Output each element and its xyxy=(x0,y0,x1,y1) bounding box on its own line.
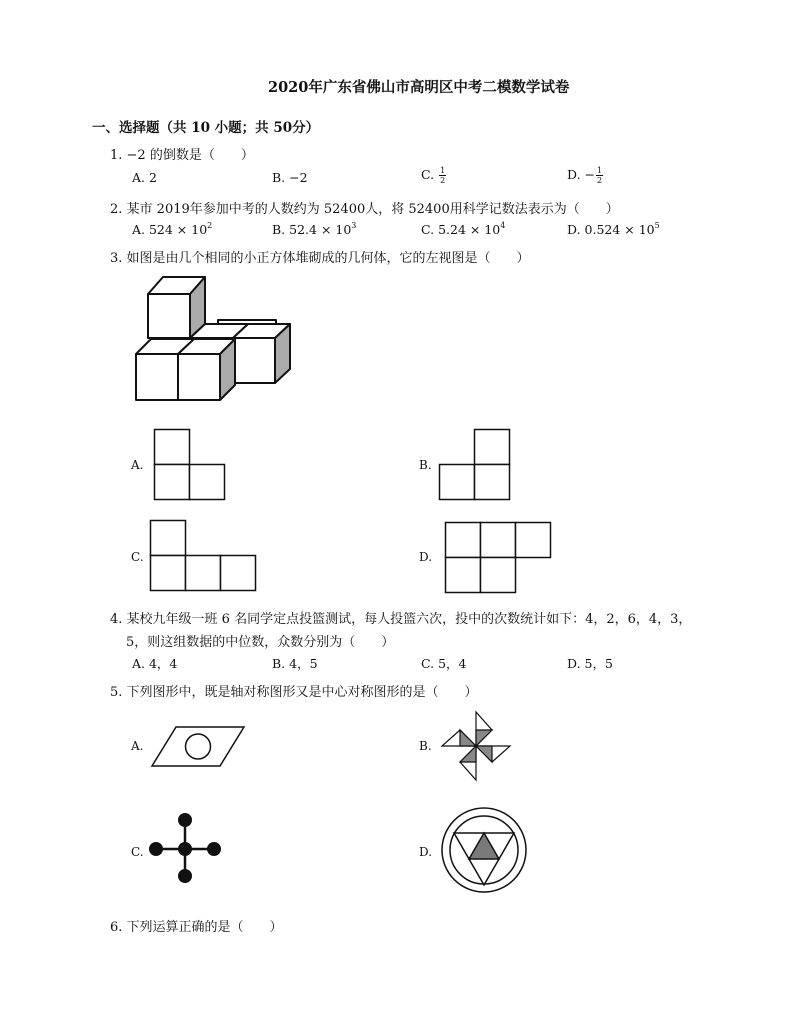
circle xyxy=(186,734,211,759)
dot xyxy=(178,869,192,883)
q5-label-a[interactable]: A. xyxy=(131,739,144,753)
q4-option-c[interactable]: C. 5，4 xyxy=(421,656,467,671)
blade-shade xyxy=(476,730,492,746)
q1-option-c[interactable] xyxy=(421,166,446,185)
q3-option-b-figure[interactable] xyxy=(439,429,511,501)
cube-front-face xyxy=(233,338,275,383)
dot xyxy=(207,842,221,856)
square xyxy=(155,465,190,500)
q3-option-c-figure[interactable] xyxy=(150,520,258,592)
q3-label-c[interactable]: C. xyxy=(131,550,144,564)
blade-shade xyxy=(460,746,476,762)
q2-c-base: C. 5.24 × 10 xyxy=(421,222,501,237)
fraction-denominator: 2 xyxy=(597,176,603,185)
q3-label-b[interactable]: B. xyxy=(419,458,432,472)
square xyxy=(190,465,225,500)
blade-shade xyxy=(460,730,476,746)
q2-option-c[interactable] xyxy=(421,221,505,237)
square xyxy=(151,521,186,556)
q4-option-b[interactable]: B. 4，5 xyxy=(272,656,318,671)
dot xyxy=(149,842,163,856)
q1-option-d[interactable] xyxy=(567,166,603,185)
fraction xyxy=(596,166,603,185)
question-5-stem: 5. 下列图形中，既是轴对称图形又是中心对称图形的是（ ） xyxy=(110,685,478,700)
dot-cross-figure[interactable] xyxy=(146,812,224,884)
q2-option-b[interactable] xyxy=(272,221,356,237)
cube-front-face xyxy=(136,354,178,400)
dot xyxy=(178,813,192,827)
q2-a-base: A. 524 × 10 xyxy=(132,222,208,237)
square xyxy=(475,430,510,465)
q3-option-a-figure[interactable] xyxy=(154,429,226,501)
square xyxy=(446,523,481,558)
page-title: 2020年广东省佛山市高明区中考二模数学试卷 xyxy=(268,79,570,96)
q5-label-c[interactable]: C. xyxy=(131,845,144,859)
square xyxy=(186,556,221,591)
q5-label-b[interactable]: B. xyxy=(419,739,432,753)
q3-option-d-figure[interactable] xyxy=(445,522,553,594)
pinwheel-figure[interactable] xyxy=(440,710,512,782)
square xyxy=(516,523,551,558)
question-4-stem-line2: 5，则这组数据的中位数，众数分别为（ ） xyxy=(126,635,395,650)
fraction-numerator: 1 xyxy=(440,166,446,175)
square xyxy=(481,558,516,593)
q2-d-exponent: 5 xyxy=(654,221,660,230)
q2-option-a[interactable] xyxy=(132,221,212,237)
q1-option-d-prefix: D. − xyxy=(567,167,595,182)
square xyxy=(446,558,481,593)
q3-label-a[interactable]: A. xyxy=(131,458,144,472)
question-3-stem: 3. 如图是由几个相同的小正方体堆砌成的几何体，它的左视图是（ ） xyxy=(110,251,530,266)
cube-stack-figure xyxy=(130,272,300,407)
question-4-stem-line1: 4. 某校九年级一班 6 名同学定点投篮测试，每人投篮六次，投中的次数统计如下：4，2，6，4，3， xyxy=(110,612,692,627)
square xyxy=(151,556,186,591)
cube-front-face xyxy=(178,354,220,400)
q5-label-d[interactable]: D. xyxy=(419,845,433,859)
q2-a-exponent: 2 xyxy=(207,221,213,230)
q2-c-exponent: 4 xyxy=(500,221,506,230)
square xyxy=(155,430,190,465)
square xyxy=(221,556,256,591)
q1-option-a[interactable]: A. 2 xyxy=(132,170,157,185)
q2-d-base: D. 0.524 × 10 xyxy=(567,222,655,237)
q4-option-a[interactable]: A. 4，4 xyxy=(132,656,178,671)
q3-label-d[interactable]: D. xyxy=(419,550,433,564)
question-6-stem: 6. 下列运算正确的是（ ） xyxy=(110,920,283,935)
q4-option-d[interactable]: D. 5，5 xyxy=(567,656,613,671)
fraction-numerator: 1 xyxy=(597,166,603,175)
square xyxy=(481,523,516,558)
fraction xyxy=(439,166,446,185)
section-heading: 一、选择题（共 10 小题；共 50分） xyxy=(92,120,320,136)
circle-triangle-figure[interactable] xyxy=(439,805,529,895)
q2-b-base: B. 52.4 × 10 xyxy=(272,222,352,237)
question-2-stem: 2. 某市 2019年参加中考的人数约为 52400人，将 52400用科学记数法表示为（ ） xyxy=(110,202,619,217)
fraction-denominator: 2 xyxy=(440,176,446,185)
q2-b-exponent: 3 xyxy=(351,221,357,230)
dot xyxy=(178,842,192,856)
square xyxy=(440,465,475,500)
square xyxy=(475,465,510,500)
q2-option-d[interactable] xyxy=(567,221,660,237)
question-1-stem: 1. −2 的倒数是（ ） xyxy=(110,148,254,163)
cube-front-face xyxy=(148,294,190,338)
q1-option-b[interactable]: B. −2 xyxy=(272,170,308,185)
q1-option-c-prefix: C. xyxy=(421,167,439,182)
parallelogram-circle-figure[interactable] xyxy=(150,726,246,768)
blade-shade xyxy=(476,746,492,762)
